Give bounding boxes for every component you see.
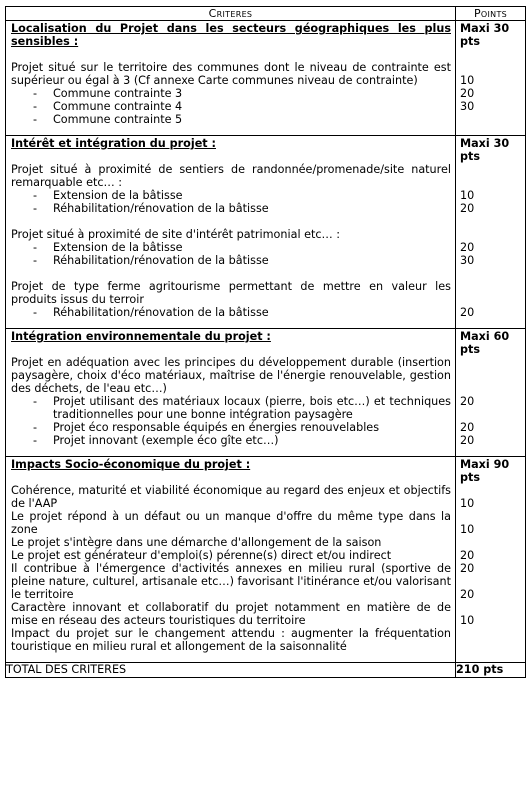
total-label: TOTAL DES CRITERES [6, 663, 456, 678]
section-interet [6, 136, 526, 329]
list-item: Le projet répond à un défaut ou un manque d'offre du même type dans la zone [11, 510, 451, 536]
group-intro: Projet situé à proximité de site d'intérêt patrimonial etc… : [11, 228, 341, 241]
points-value: 20 [460, 588, 475, 601]
max-points: Maxi 90 pts [460, 458, 510, 484]
total-row [6, 663, 526, 678]
header-criteres: Criteres [6, 7, 456, 21]
points-value: 10 [460, 74, 475, 87]
table-header-row [6, 7, 526, 21]
list-item: - Réhabilitation/rénovation de la bâtisse [33, 202, 269, 215]
section-environnement [6, 329, 526, 457]
list-item: - Commune contrainte 3 [33, 87, 183, 100]
header-points: Points [456, 7, 526, 21]
list-item: - Extension de la bâtisse [33, 241, 183, 254]
points-value: 20 [460, 87, 475, 100]
list-item: - Réhabilitation/rénovation de la bâtisse [33, 254, 269, 267]
list-item: Le projet est générateur d'emploi(s) pérenne(s) direct et/ou indirect [11, 549, 392, 562]
section-title: Impacts Socio-économique du projet : [11, 458, 251, 471]
section-title: Intégration environnementale du projet : [11, 330, 271, 343]
points-value: 20 [460, 202, 475, 215]
points-value: 20 [460, 241, 475, 254]
list-item: Cohérence, maturité et viabilité économique au regard des enjeux et objectifs de l'AAP [11, 484, 451, 510]
list-item: - Commune contrainte 4 [33, 100, 183, 113]
points-value: 10 [460, 497, 475, 510]
max-points: Maxi 30 pts [460, 137, 510, 163]
total-points: 210 pts [456, 663, 526, 678]
points-value: 20 [460, 562, 475, 575]
section-intro: Projet en adéquation avec les principes du développement durable (insertion paysagère, choix d'éco matériaux, maîtrise de l'énergie renouvelable, gestion des déchets, de l'eau etc…) [11, 356, 451, 395]
points-value: 20 [460, 395, 475, 408]
list-item: - Réhabilitation/rénovation de la bâtisse [33, 306, 269, 319]
max-points: Maxi 60 pts [460, 330, 510, 356]
list-item: Le projet s'intègre dans une démarche d'allongement de la saison [11, 536, 382, 549]
points-value: 20 [460, 306, 475, 319]
points-value: 10 [460, 523, 475, 536]
section-title: Localisation du Projet dans les secteurs géographiques les plus sensibles : [11, 22, 451, 48]
list-item: - Commune contrainte 5 [33, 113, 183, 126]
points-value: 20 [460, 434, 475, 447]
list-item: Caractère innovant et collaboratif du projet notamment en matière de de mise en réseau des acteurs touristiques du territoire [11, 601, 451, 627]
list-item: Il contribue à l'émergence d'activités annexes en milieu rural (sportive de pleine nature, culturel, artisanale etc…) favorisant l'itinérance et/ou valorisant le territoire [11, 562, 451, 601]
points-value: 20 [460, 549, 475, 562]
points-value: 30 [460, 254, 475, 267]
section-title: Intérêt et intégration du projet : [11, 137, 216, 150]
group-intro: Projet de type ferme agritourisme permettant de mettre en valeur les produits issus du terroir [11, 280, 451, 306]
criteria-table [5, 6, 526, 678]
list-item: - Projet utilisant des matériaux locaux (pierre, bois etc…) et techniques traditionnelles pour une bonne intégration paysagère [33, 395, 451, 421]
group-intro: Projet situé à proximité de sentiers de randonnée/promenade/site naturel remarquable etc… : [11, 163, 451, 189]
points-value: 20 [460, 421, 475, 434]
list-item: - Extension de la bâtisse [33, 189, 183, 202]
section-socio-economique [6, 457, 526, 663]
list-item: - Projet innovant (exemple éco gîte etc…) [33, 434, 279, 447]
list-item: - Projet éco responsable équipés en énergies renouvelables [33, 421, 380, 434]
section-localisation [6, 21, 526, 136]
points-value: 10 [460, 614, 475, 627]
list-item: Impact du projet sur le changement attendu : augmenter la fréquentation touristique en milieu rural et allongement de la saisonnalité [11, 627, 451, 653]
max-points: Maxi 30 pts [460, 22, 510, 48]
points-value: 10 [460, 189, 475, 202]
points-value: 30 [460, 100, 475, 113]
section-intro: Projet situé sur le territoire des communes dont le niveau de contrainte est supérieur ou égal à 3 (Cf annexe Carte communes niveau de contrainte) [11, 61, 451, 87]
